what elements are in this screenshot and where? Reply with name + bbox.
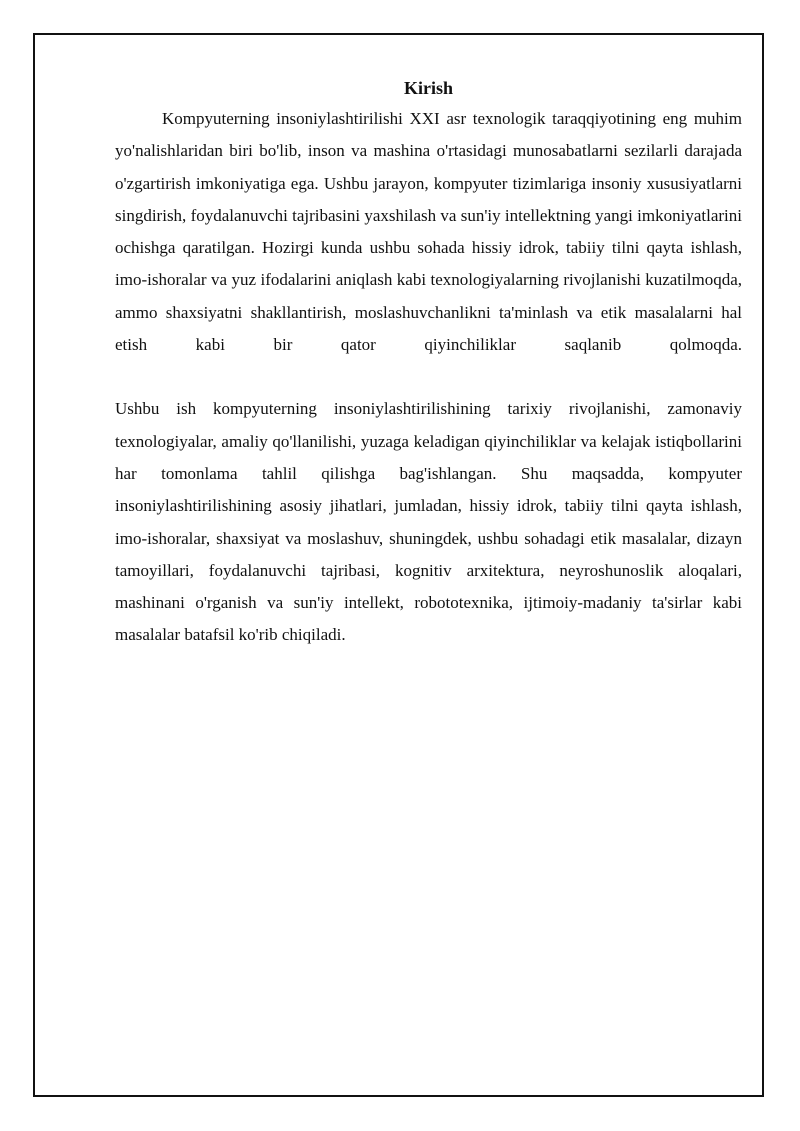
paragraph-spacer [115,361,742,393]
document-body [115,75,742,652]
paragraph-scope: Ushbu ish kompyuterning insoniylashtirilishining tarixiy rivojlanishi, zamonaviy texnologiyalar, amaliy qo'llanilishi, yuzaga keladigan qiyinchiliklar va kelajak istiqbollarini har tomonlama tahlil qilishga bag'ishlangan. Shu maqsadda, kompyuter insoniylashtirilishining asosiy jihatlari, jumladan, hissiy idrok, tabiiy tilni qayta ishlash, imo-ishoralar, shaxsiyat va moslashuv, shuningdek, ushbu sohadagi etik masalalar, dizayn tamoyillari, foydalanuvchi tajribasi, kognitiv arxitektura, neyroshunoslik aloqalari, mashinani o'rganish va sun'iy intellekt, robototexnika, ijtimoiy-madaniy ta'sirlar kabi masalalar batafsil ko'rib chiqiladi. [115,399,742,645]
page-title: Kirish [403,78,453,98]
paragraph-intro: Kompyuterning insoniylashtirilishi XXI asr texnologik taraqqiyotining eng muhim yo'nalishlaridan biri bo'lib, inson va mashina o'rtasidagi munosabatlarni sezilarli darajada o'zgartirish imkoniyatiga ega. Ushbu jarayon, kompyuter tizimlariga insoniy xususiyatlarni singdirish, foydalanuvchi tajribasini yaxshilash va sun'iy intellektning yangi imkoniyatlarini ochishga qaratilgan. Hozirgi kunda ushbu sohada hissiy idrok, tabiiy tilni qayta ishlash, imo-ishoralar va yuz ifodalarini aniqlash kabi texnologiyalarning rivojlanishi kuzatilmoqda, ammo shaxsiyatni shakllantirish, moslashuvchanlikni ta'minlash va etik masalalarni hal etish kabi bir qator qiyinchiliklar saqlanib qolmoqda. [115,109,742,355]
